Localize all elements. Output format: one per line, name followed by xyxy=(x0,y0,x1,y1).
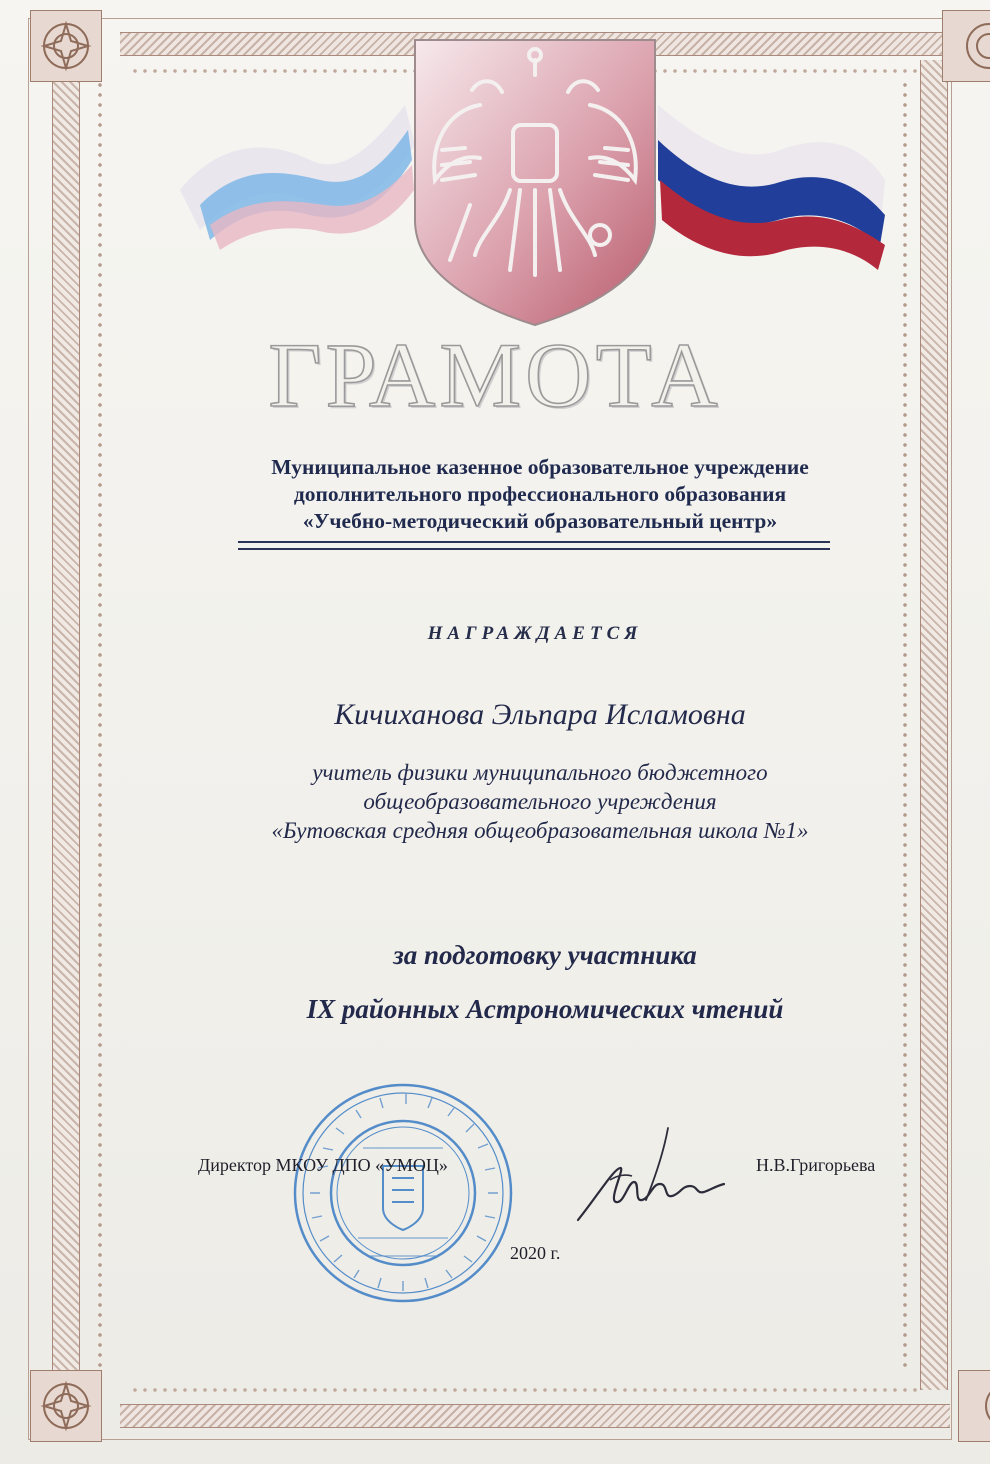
organization-divider xyxy=(238,541,830,550)
organization-line: «Учебно-методический образовательный центр» xyxy=(302,509,778,533)
flag-ribbon-left-icon xyxy=(180,105,415,250)
organization-line: Муниципальное казенное образовательное учреждение xyxy=(271,455,809,479)
signer-name: Н.В.Григорьева xyxy=(756,1155,876,1175)
awarded-label: НАГРАЖДАЕТСЯ xyxy=(427,623,643,644)
organization-line: дополнительного профессионального образования xyxy=(293,482,787,506)
official-stamp-icon xyxy=(288,1078,518,1308)
organization-name xyxy=(180,454,900,535)
coat-of-arms-emblem xyxy=(180,30,890,330)
corner-ornament-icon xyxy=(30,10,102,82)
reason-line: за подготовку участника xyxy=(393,940,697,970)
signature-icon xyxy=(568,1120,738,1230)
position-line: «Бутовская средняя общеобразовательная школа №1» xyxy=(271,818,809,843)
recipient-name: Кичиханова Эльпара Исламовна xyxy=(334,698,746,731)
recipient-position xyxy=(180,758,900,845)
position-line: учитель физики муниципального бюджетного xyxy=(312,760,768,785)
award-reason xyxy=(0,928,990,1036)
issue-year: 2020 г. xyxy=(510,1243,561,1263)
corner-ornament-icon xyxy=(958,1370,990,1442)
certificate-title: ГРАМОТА xyxy=(268,324,722,426)
director-label: Директор МКОУ ДПО «УМОЦ» xyxy=(198,1155,448,1175)
corner-ornament-icon xyxy=(30,1370,102,1442)
flag-ribbon-right-icon xyxy=(656,105,885,270)
reason-line: IX районных Астрономических чтений xyxy=(306,994,784,1024)
position-line: общеобразовательного учреждения xyxy=(363,789,717,814)
border-band-bottom xyxy=(120,1404,950,1428)
corner-ornament-icon xyxy=(942,10,990,82)
border-dots-bottom xyxy=(130,1385,920,1395)
